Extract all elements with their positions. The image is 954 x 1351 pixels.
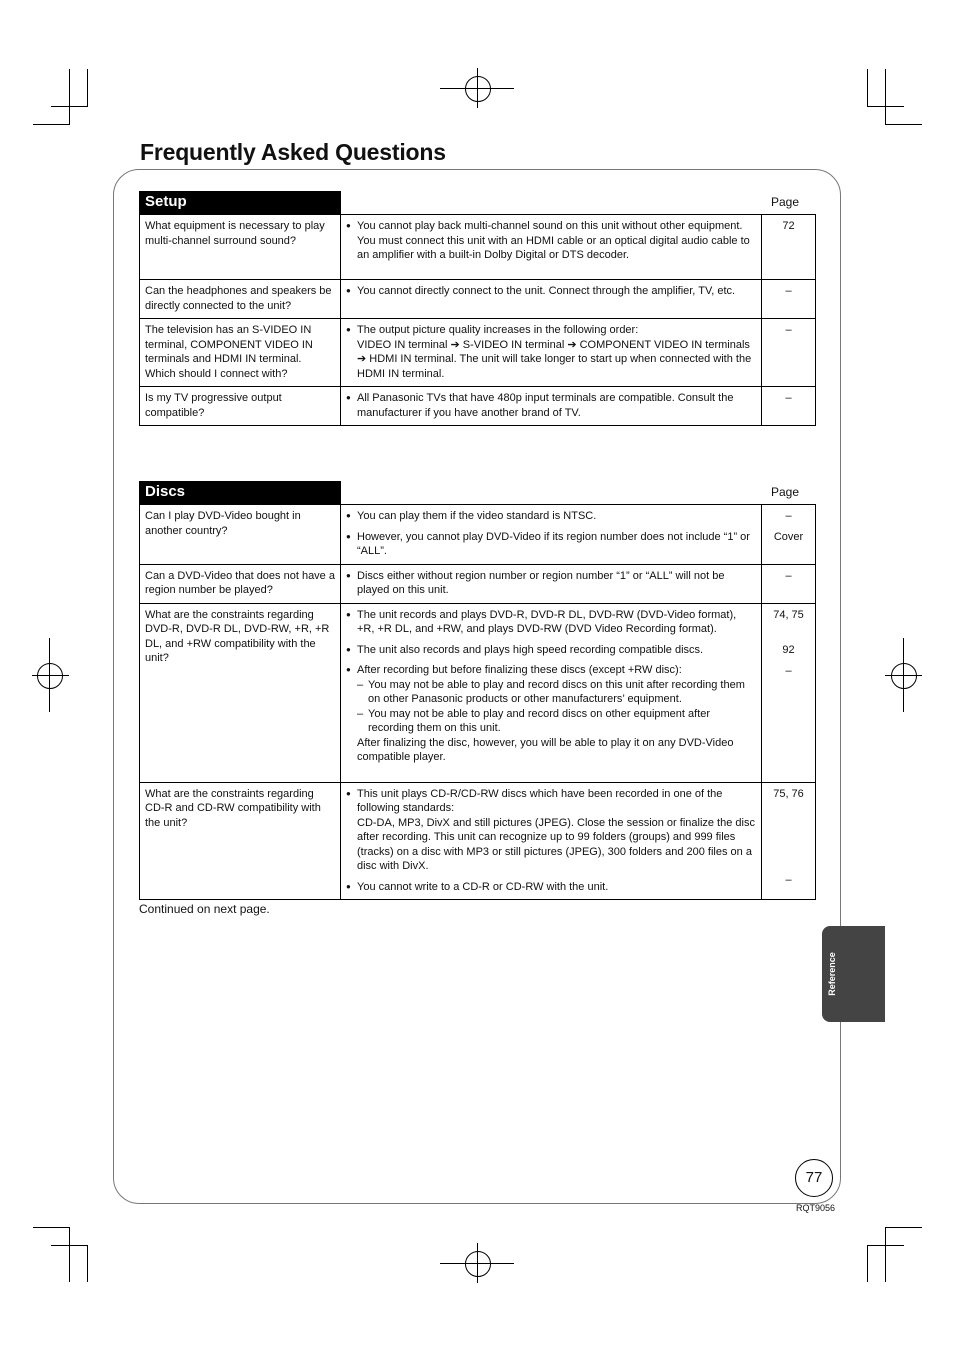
page-ref-value: – bbox=[785, 510, 792, 522]
setup-table bbox=[139, 214, 816, 426]
table-row bbox=[140, 564, 816, 603]
answer bbox=[341, 603, 762, 782]
page-ref bbox=[762, 387, 816, 426]
table-row bbox=[140, 387, 816, 426]
question: What equipment is necessary to play multi-channel surround sound? bbox=[140, 215, 341, 280]
discs-table bbox=[139, 504, 816, 900]
answer-bullet: ● You cannot play back multi-channel sound on this unit without other equipment. You must connect this unit with an HDMI cable or an optical digital audio cable to an amplifier with a built-in Dolby Digital or DTS decoder. bbox=[346, 219, 756, 263]
answer-bullet: ● You can play them if the video standard is NTSC. bbox=[346, 509, 756, 524]
answer-bullet: ● Discs either without region number or region number “1” or “ALL” will not be played on this unit. bbox=[346, 569, 756, 598]
page-ref-value: 74, 75 bbox=[773, 608, 804, 621]
answer-bullet: ● You cannot directly connect to the unit. Connect through the amplifier, TV, etc. bbox=[346, 284, 756, 299]
page-ref-value: 72 bbox=[782, 220, 795, 232]
answer bbox=[341, 505, 762, 565]
question: Can a DVD-Video that does not have a region number be played? bbox=[140, 564, 341, 603]
page-ref-value: – bbox=[785, 285, 792, 297]
table-row bbox=[140, 782, 816, 900]
answer bbox=[341, 215, 762, 280]
question: What are the constraints regarding CD-R and CD-RW compatibility with the unit? bbox=[140, 782, 341, 900]
page-ref-value: – bbox=[785, 874, 792, 886]
question: The television has an S-VIDEO IN terminal, COMPONENT VIDEO IN terminals and HDMI IN terminal. Which should I connect with? bbox=[140, 319, 341, 387]
table-row bbox=[140, 603, 816, 782]
question: Can the headphones and speakers be directly connected to the unit? bbox=[140, 280, 341, 319]
table-row bbox=[140, 215, 816, 280]
answer-dash: – You may not be able to play and record discs on other equipment after recording them on this unit. bbox=[357, 707, 756, 736]
answer bbox=[341, 564, 762, 603]
page-ref bbox=[762, 564, 816, 603]
page-ref bbox=[762, 319, 816, 387]
discs-page-label: Page bbox=[770, 485, 800, 499]
answer bbox=[341, 319, 762, 387]
page-ref-value: 75, 76 bbox=[773, 787, 804, 800]
page-ref-value: 92 bbox=[782, 644, 795, 656]
page-ref-value: Cover bbox=[773, 530, 804, 543]
answer-bullet: ● This unit plays CD-R/CD-RW discs which have been recorded in one of the following standards: CD-DA, MP3, DivX and still pictures (JPEG). Close the session or finalize the disc after recording. This unit can recognize up to 99 folders (groups) and 999 files (tracks) on a disc with MP3 or still pictures (JPEG), 300 folders and 200 files on a disc with DivX. bbox=[346, 787, 756, 874]
page-ref bbox=[762, 782, 816, 900]
page-number: 77 bbox=[795, 1159, 833, 1197]
answer bbox=[341, 280, 762, 319]
page-ref bbox=[762, 603, 816, 782]
continued-note: Continued on next page. bbox=[139, 902, 270, 916]
answer-bullet: ● However, you cannot play DVD-Video if its region number does not include “1” or “ALL”. bbox=[346, 530, 756, 559]
page-ref bbox=[762, 215, 816, 280]
question: Can I play DVD-Video bought in another country? bbox=[140, 505, 341, 565]
table-row bbox=[140, 319, 816, 387]
setup-heading: Setup bbox=[139, 191, 341, 214]
answer-dash: – You may not be able to play and record discs on this unit after recording them on other Panasonic products or other manufacturers’ equipment. bbox=[357, 678, 756, 707]
answer bbox=[341, 387, 762, 426]
answer-bullet: ● After recording but before finalizing these discs (except +RW disc): bbox=[346, 663, 756, 678]
table-row bbox=[140, 505, 816, 565]
answer-bullet: ● The unit records and plays DVD-R, DVD-R DL, DVD-RW (DVD-Video format), +R, +R DL, and +RW, and plays DVD-RW (DVD Video Recording format). bbox=[346, 608, 756, 637]
question: Is my TV progressive output compatible? bbox=[140, 387, 341, 426]
page-ref-value: – bbox=[785, 324, 792, 336]
page-ref bbox=[762, 280, 816, 319]
discs-heading: Discs bbox=[139, 481, 341, 504]
answer bbox=[341, 782, 762, 900]
answer-bullet: ● All Panasonic TVs that have 480p input terminals are compatible. Consult the manufacturer if you have another brand of TV. bbox=[346, 391, 756, 420]
question: What are the constraints regarding DVD-R, DVD-R DL, DVD-RW, +R, +R DL, and +RW compatibility with the unit? bbox=[140, 603, 341, 782]
page-ref bbox=[762, 505, 816, 565]
model-code: RQT9056 bbox=[796, 1203, 836, 1213]
answer-bullet: ● You cannot write to a CD-R or CD-RW with the unit. bbox=[346, 880, 756, 895]
page-ref-value: – bbox=[785, 392, 792, 404]
answer-bullet: ● The unit also records and plays high speed recording compatible discs. bbox=[346, 643, 756, 658]
page-ref-value: – bbox=[785, 569, 792, 582]
answer-bullet: ● The output picture quality increases in the following order: VIDEO IN terminal ➔ S-VIDEO IN terminal ➔ COMPONENT VIDEO IN terminals ➔ HDMI IN terminal. The unit will take longer to start up when connected with the HDMI IN terminal. bbox=[346, 323, 756, 381]
page-ref-value: – bbox=[785, 664, 792, 677]
table-row bbox=[140, 280, 816, 319]
page-title: Frequently Asked Questions bbox=[140, 139, 446, 165]
setup-page-label: Page bbox=[770, 195, 800, 209]
answer-note: After finalizing the disc, however, you will be able to play it on any DVD-Video compatible player. bbox=[357, 736, 734, 763]
reference-tab-label: Reference bbox=[827, 952, 837, 996]
